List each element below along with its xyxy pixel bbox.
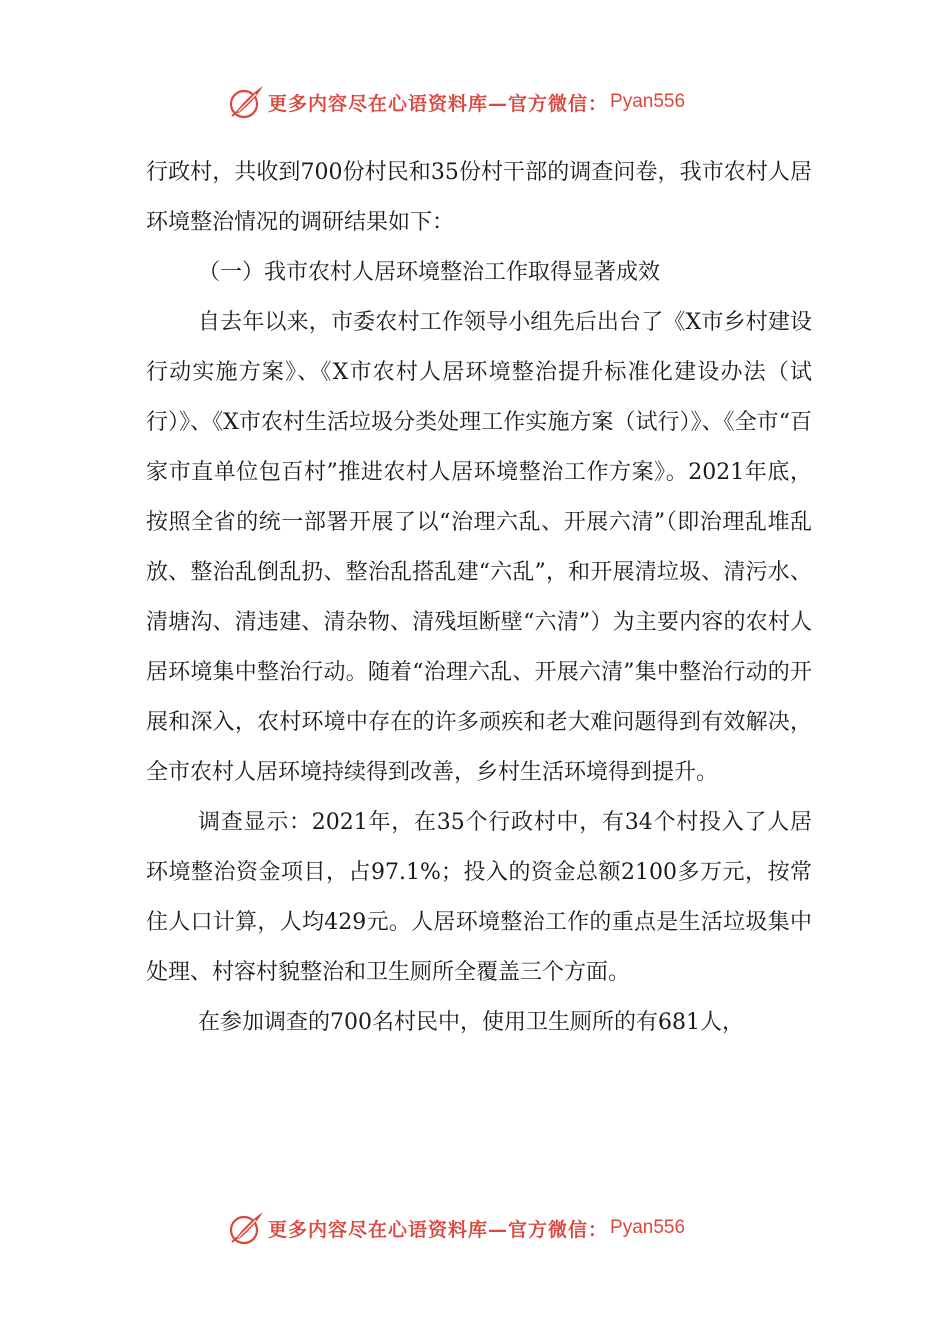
watermark-text: 更多内容尽在心语资料库—官方微信： [268, 1218, 609, 1241]
watermark-text: 更多内容尽在心语资料库—官方微信： [268, 92, 609, 115]
paragraph-policies: 自去年以来，市委农村工作领导小组先后出台了《X市乡村建设行动实施方案》、《X市农村人居环境整治提升标准化建设办法（试行）》、《X市农村生活垃圾分类处理工作实施方案（试行）》、《全市“百家市直单位包百村”推进农村人居环境整治工作方案》。2021年底，按照全省的统一部署开展了以“治理六乱、开展六清”（即治理乱堆乱放、整治乱倒乱扔、整治乱搭乱建“六乱”，和开展清垃圾、清污水、清塘沟、清违建、清杂物、清残垣断壁“六清”）为主要内容的农村人居环境集中整治行动。随着“治理六乱、开展六清”集中整治行动的开展和深入，农村环境中存在的许多顽疾和老大难问题得到有效解决，全市农村人居环境持续得到改善，乡村生活环境得到提升。 [146, 310, 812, 785]
paragraph-intro: 行政村，共收到700份村民和35份村干部的调查问卷，我市农村人居环境整治情况的调研结果如下： [146, 160, 812, 235]
watermark-footer [226, 1208, 685, 1248]
watermark-header [226, 82, 685, 122]
paragraph-toilets: 在参加调查的700名村民中，使用卫生厕所的有681人， [198, 1010, 744, 1035]
section-heading: （一）我市农村人居环境整治工作取得显著成效 [198, 260, 661, 285]
document-body [146, 148, 812, 1048]
watermark-wechat-id: Pyan556 [610, 91, 686, 112]
paragraph-survey-results: 调查显示：2021年，在35个行政村中，有34个村投入了人居环境整治资金项目，占97.1%；投入的资金总额2100多万元，按常住人口计算，人均429元。人居环境整治工作的重点是生活垃圾集中处理、村容村貌整治和卫生厕所全覆盖三个方面。 [146, 810, 812, 985]
quill-pen-logo-icon [226, 82, 266, 122]
quill-pen-logo-icon [226, 1208, 266, 1248]
watermark-wechat-id: Pyan556 [610, 1217, 686, 1238]
